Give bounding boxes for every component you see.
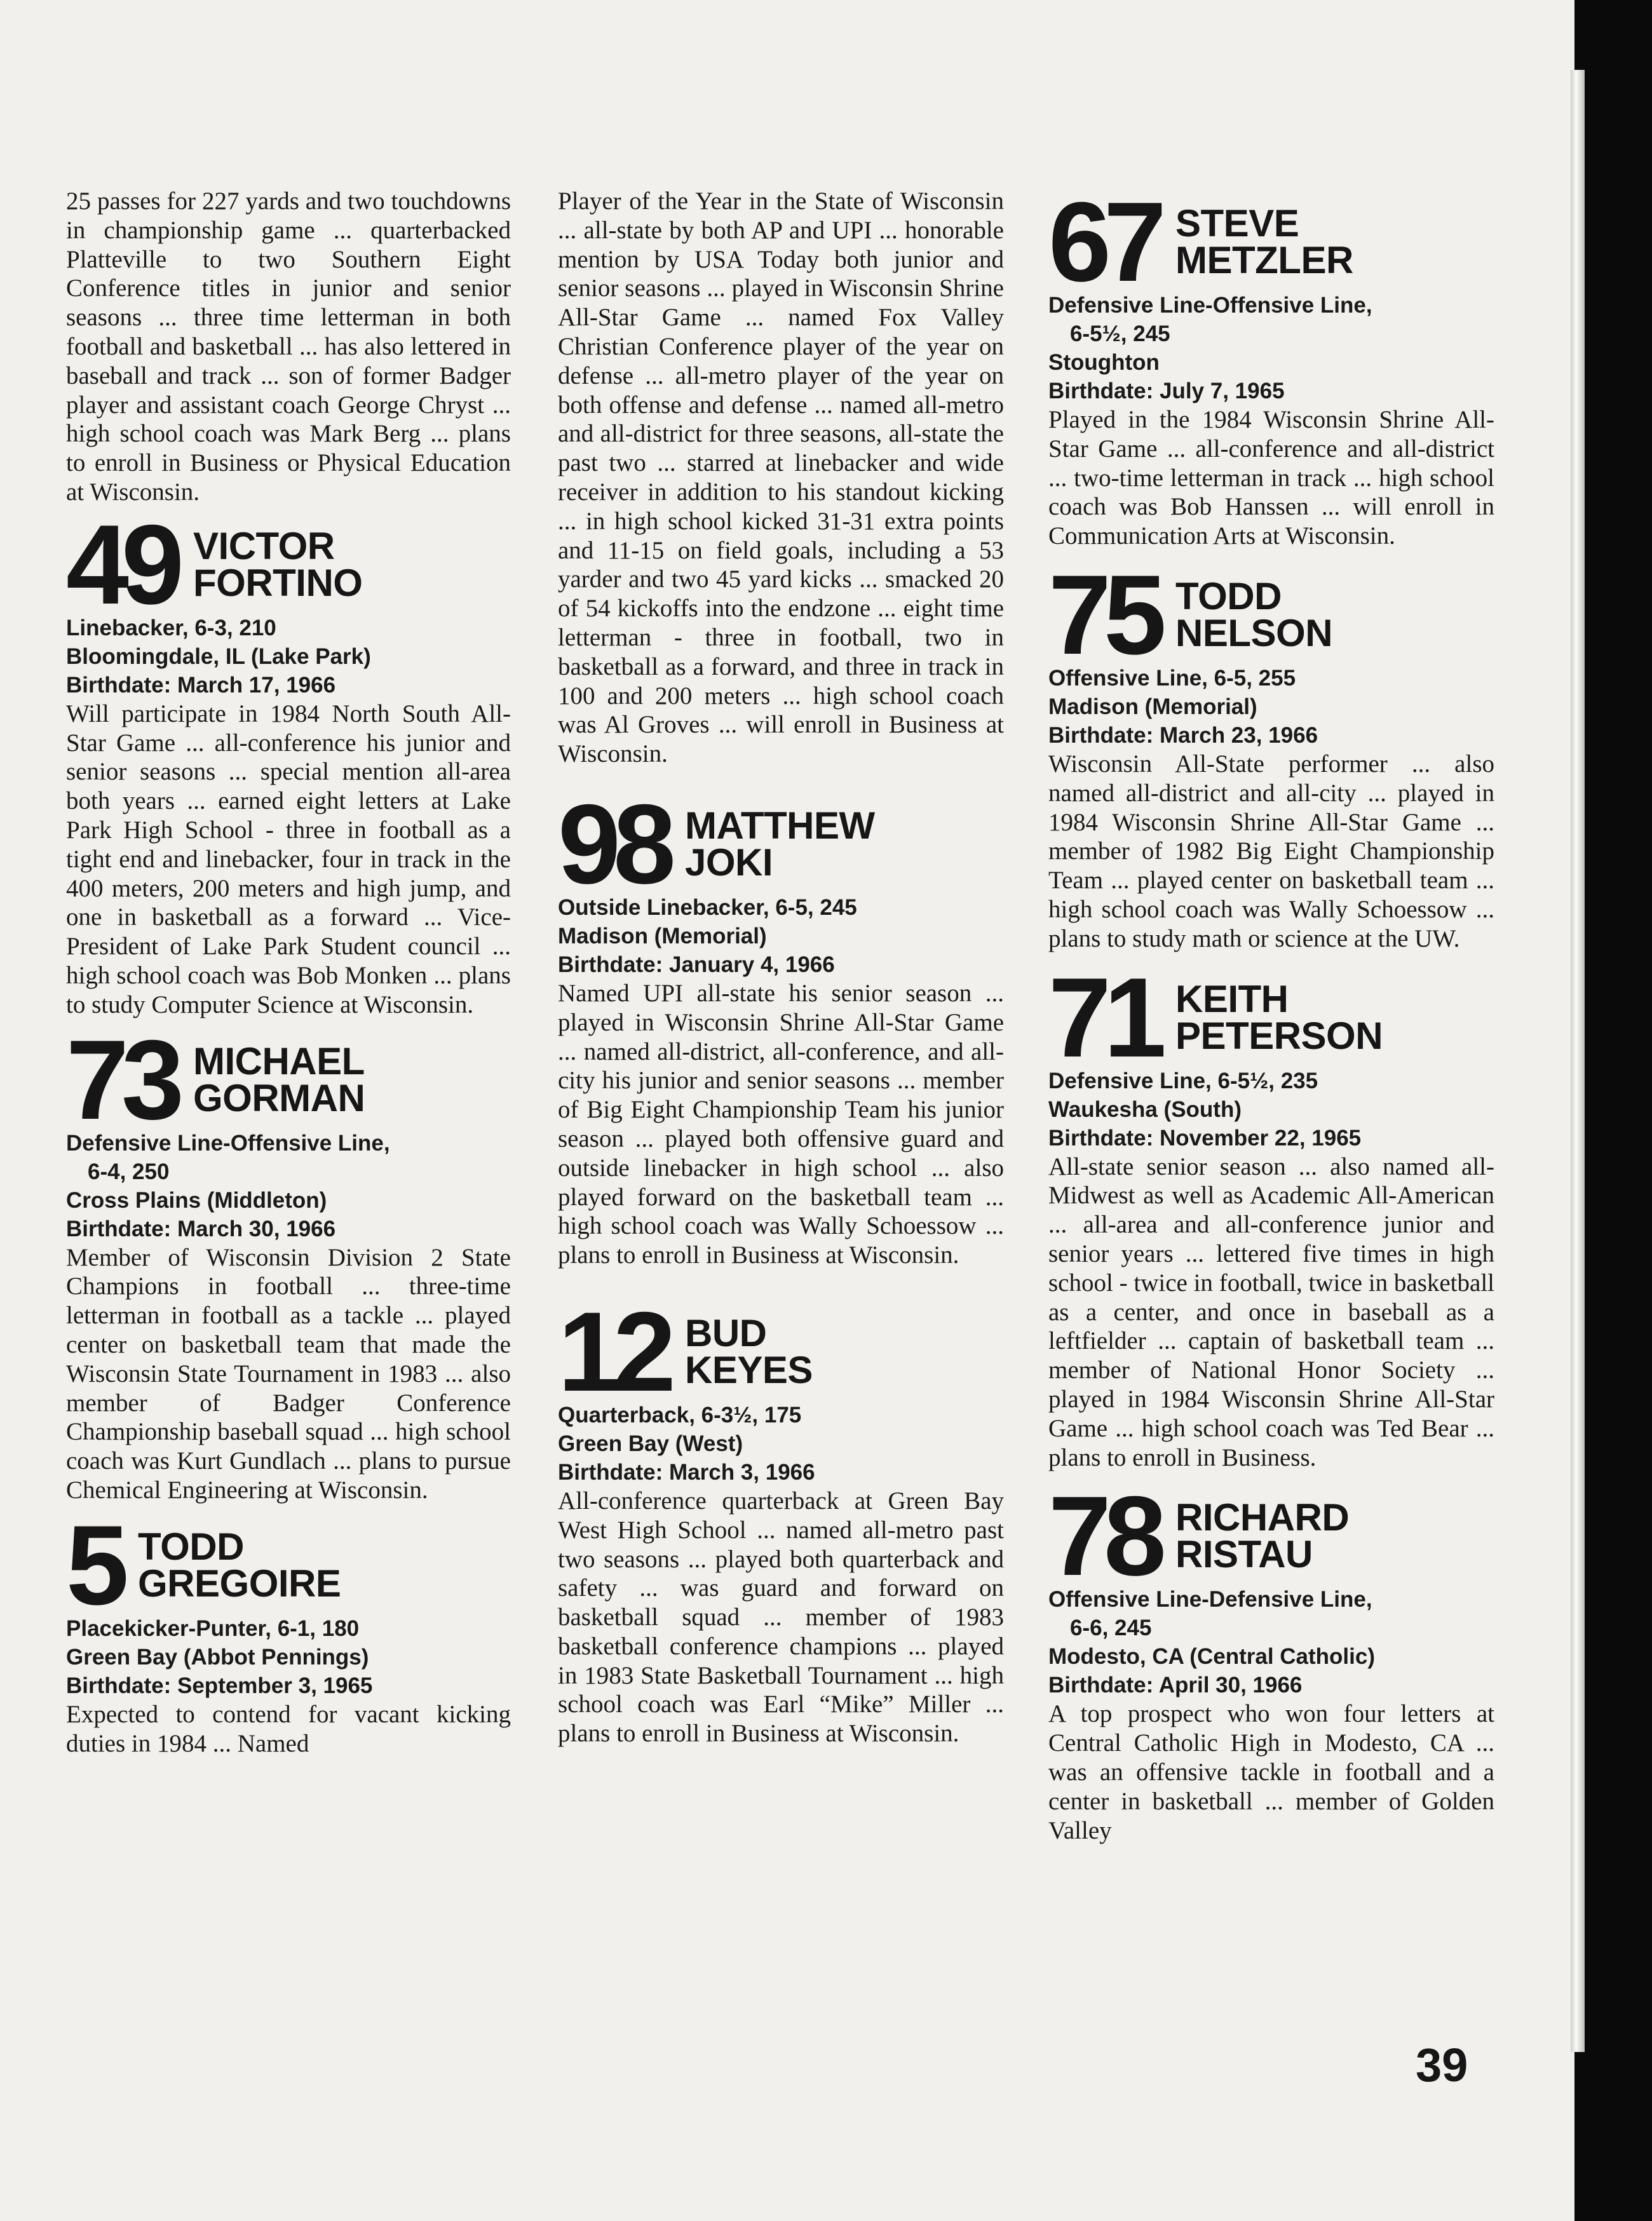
player-name [1175,977,1383,1057]
last-name: RISTAU [1175,1533,1313,1576]
hometown: Green Bay (West) [558,1431,743,1456]
player-bio: A top prospect who won four letters at Central Catholic High in Modesto, CA ... was an offensive tackle in football and a center in basketball ... member of Golden Valley [1048,1700,1494,1844]
position: Placekicker-Punter, 6-1, 180 [66,1616,360,1641]
last-name: METZLER [1175,239,1353,281]
player-info [558,1401,1004,1487]
last-name: KEYES [685,1348,813,1391]
page-number: 39 [1416,2039,1468,2091]
player-5-gregoire [66,1501,511,1759]
player-bio: Played in the 1984 Wisconsin Shrine All-Star Game ... all-conference and all-district ... two-time letterman in track ... high school coach was Bob Hanssen ... will enroll in Communication Arts at Wisconsin. [1048,406,1494,550]
position: Defensive Line-Offensive Line, [1048,293,1372,318]
jersey-number: 49 [66,501,177,628]
player-name [1175,202,1353,281]
player-71-peterson [1048,954,1494,1473]
first-name: KEITH [1175,977,1289,1020]
position: Outside Linebacker, 6-5, 245 [558,894,857,920]
hometown: Waukesha (South) [1048,1097,1242,1122]
birthdate: Birthdate: March 30, 1966 [66,1216,336,1241]
hometown: Stoughton [1048,350,1160,375]
column-1 [66,187,511,1758]
player-78-ristau [1048,1473,1494,1845]
first-name: BUD [685,1311,767,1354]
last-name: NELSON [1175,611,1333,654]
hometown: Madison (Memorial) [558,923,767,948]
player-75-nelson [1048,551,1494,954]
jersey-number: 12 [558,1288,668,1415]
player-info [1048,1067,1494,1152]
last-name: GREGOIRE [138,1562,341,1605]
player-49-fortino [66,501,511,1020]
player-98-joki [558,780,1004,1270]
birthdate: Birthdate: March 17, 1966 [66,672,336,698]
player-name [685,1311,813,1391]
birthdate: Birthdate: March 3, 1966 [558,1459,815,1485]
player-bio: Expected to contend for vacant kicking duties in 1984 ... Named [66,1700,511,1757]
last-name: GORMAN [193,1076,365,1119]
jersey-number: 78 [1048,1473,1159,1600]
player-bio: Wisconsin All-State performer ... also named all-district and all-city ... played in 1984 Wisconsin Shrine All-Star Game ... member of 1982 Big Eight Championship Team ... played center on basketball team ... high school coach was Wally Schoessow ... plans to study math or science at the UW. [1048,750,1494,952]
first-name: RICHARD [1175,1496,1350,1539]
hometown: Cross Plains (Middleton) [66,1187,327,1213]
column-3 [1048,179,1494,1845]
player-info [1048,664,1494,750]
jersey-number: 73 [66,1016,177,1143]
first-name: TODD [1175,574,1282,618]
position: Offensive Line, 6-5, 255 [1048,665,1296,691]
jersey-number: 5 [66,1501,121,1628]
player-header [66,1501,511,1628]
position-size: 6-4, 250 [88,1159,170,1184]
col2-intro-text: Player of the Year in the State of Wisconsin ... all-state by both AP and UPI ... honorable mention by USA Today both junior and senior seasons ... played in Wisconsin Shrine All-Star Game ... named Fox Valley Christian Conference player of the year on defense ... all-metro player of the year on both offense and defense ... named all-metro and all-district for three seasons, all-state the past two ... starred at linebacker and wide receiver in addition to his standout kicking ... in high school kicked 31-31 extra points and 11-15 on field goals, including a 53 yarder and two 45 yard kicks ... smacked 20 of 54 kickoffs into the endzone ... eight time letterman - three in football, two in basketball as a forward, and three in track in 100 and 200 meters ... high school coach was Al Groves ... will enroll in Business at Wisconsin. [558,187,1004,768]
column-2 [558,187,1004,1748]
first-name: STEVE [1175,202,1299,245]
birthdate: Birthdate: July 7, 1965 [1048,379,1285,403]
player-name [1175,574,1333,654]
birthdate: Birthdate: September 3, 1965 [66,1673,373,1698]
col1-intro-text: 25 passes for 227 yards and two touchdowns in championship game ... quarterbacked Platteville to two Southern Eight Conference titles in junior and senior seasons ... three time letterman in both football and basketball ... has also lettered in baseball and track ... son of former Badger player and assistant coach George Chryst ... high school coach was Mark Berg ... plans to enroll in Business or Physical Education at Wisconsin. [66,187,511,506]
last-name: JOKI [685,840,773,884]
position: Offensive Line-Defensive Line, [1048,1587,1372,1612]
player-name [193,524,363,604]
jersey-number: 75 [1048,551,1159,678]
player-bio: All-state senior season ... also named all-Midwest as well as Academic All-American ... all-area and all-conference junior and senior years ... lettered five times in high school - twice in football, twice in basketball as a center, and once in baseball as a leftfielder ... captain of basketball team ... member of National Honor Society ... played in 1984 Wisconsin Shrine All-Star Game ... high school coach was Ted Bear ... plans to enroll in Business. [1048,1152,1494,1471]
position: Quarterback, 6-3½, 175 [558,1402,802,1428]
player-name [138,1525,341,1605]
player-67-metzler [1048,179,1494,551]
hometown: Bloomingdale, IL (Lake Park) [66,644,371,669]
first-name: VICTOR [193,524,335,567]
birthdate: Birthdate: January 4, 1966 [558,952,835,977]
hometown: Green Bay (Abbot Pennings) [66,1644,369,1670]
first-name: TODD [138,1525,244,1568]
position-size: 6-6, 245 [1070,1616,1152,1641]
last-name: PETERSON [1175,1014,1383,1057]
player-info [66,614,511,699]
birthdate: Birthdate: April 30, 1966 [1048,1673,1303,1698]
player-bio: Will participate in 1984 North South All-Star Game ... all-conference his junior and senior seasons ... special mention all-area both years ... earned eight letters at Lake Park High School - three in football as a tight end and linebacker, four in track in the 400 meters, 200 meters and high jump, and one in basketball as a forward ... Vice-President of Lake Park Student council ... high school coach was Bob Monken ... plans to study Computer Science at Wisconsin. [66,699,511,1018]
player-info [1048,291,1494,405]
jersey-number: 67 [1048,179,1159,305]
position: Defensive Line, 6-5½, 235 [1048,1068,1318,1093]
birthdate: Birthdate: March 23, 1966 [1048,722,1318,748]
player-12-keyes [558,1288,1004,1748]
jersey-number: 71 [1048,954,1159,1081]
player-bio: Member of Wisconsin Division 2 State Champions in football ... three-time letterman in football as a tackle ... played center on basketball team that made the Wisconsin State Tournament in 1983 ... also member of Badger Conference Championship baseball squad ... high school coach was Kurt Gundlach ... plans to pursue Chemical Engineering at Wisconsin. [66,1243,511,1504]
player-bio: All-conference quarterback at Green Bay West High School ... named all-metro past two seasons ... played both quarterback and safety ... was guard and forward on basketball squad ... member of 1983 basketball conference champions ... played in 1983 State Basketball Tournament ... high school coach was Earl “Mike” Miller ... plans to enroll in Business at Wisconsin. [558,1487,1004,1748]
player-info [558,893,1004,979]
player-info [66,1129,511,1243]
player-name [685,804,875,884]
position: Linebacker, 6-3, 210 [66,615,276,640]
position-size: 6-5½, 245 [1070,321,1170,346]
jersey-number: 98 [558,780,668,907]
position: Defensive Line-Offensive Line, [66,1130,390,1156]
hometown: Modesto, CA (Central Catholic) [1048,1644,1375,1670]
player-name [193,1039,365,1119]
hometown: Madison (Memorial) [1048,694,1257,719]
first-name: MICHAEL [193,1039,365,1083]
player-73-gorman [66,1016,511,1505]
player-bio: Named UPI all-state his senior season ... played in Wisconsin Shrine All-Star Game ... named all-district, all-conference, and all-city his junior and senior seasons ... member of Big Eight Championship Team his junior season ... played both offensive guard and outside linebacker in high school ... also played forward on the basketball team ... high school coach was Wally Schoessow ... plans to enroll in Business at Wisconsin. [558,979,1004,1269]
player-header [1048,179,1494,305]
player-info [1048,1585,1494,1699]
page-edge [1571,70,1585,2052]
birthdate: Birthdate: November 22, 1965 [1048,1125,1362,1151]
player-info [66,1614,511,1700]
player-name [1175,1496,1350,1576]
first-name: MATTHEW [685,804,875,847]
last-name: FORTINO [193,561,363,604]
